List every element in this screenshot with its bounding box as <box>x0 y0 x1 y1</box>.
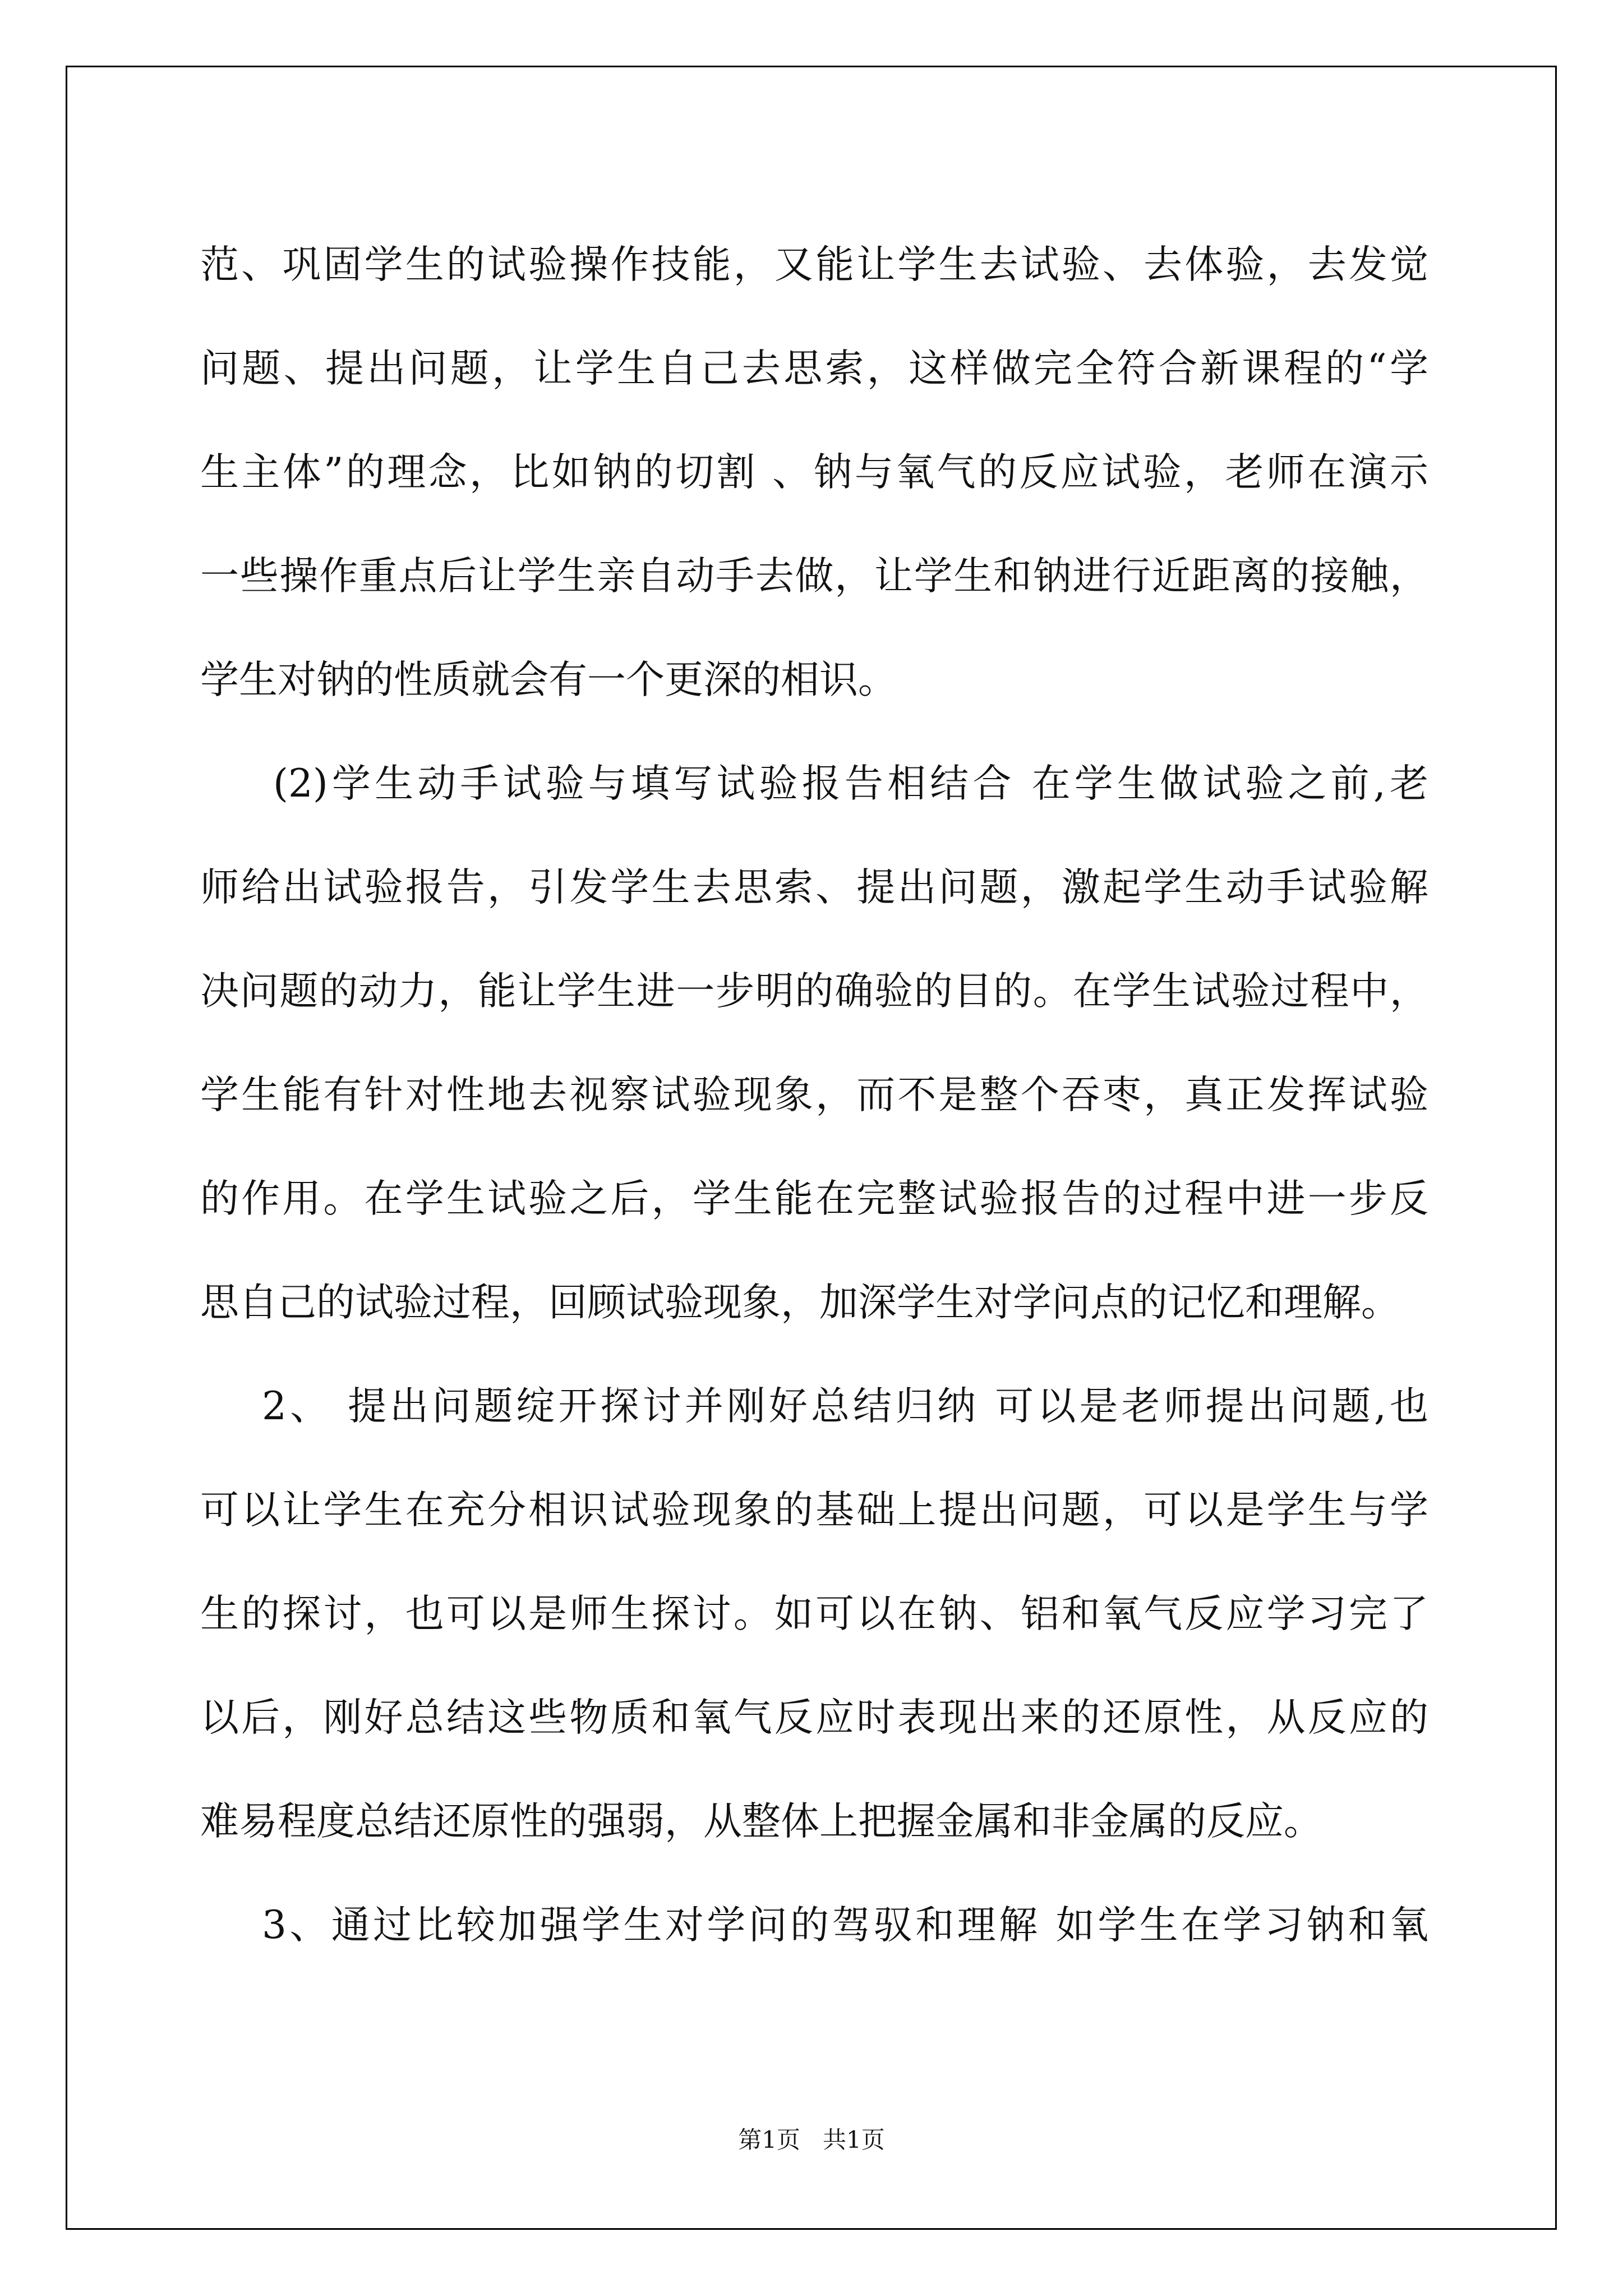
text-line: 一些操作重点后让学生亲自动手去做，让学生和钠进行近距离的接触， <box>200 554 1428 599</box>
text-line: 难易程度总结还原性的强弱，从整体上把握金属和非金属的反应。 <box>200 1799 1322 1844</box>
text-line: 生主体”的理念，比如钠的切割 、钠与氧气的反应试验，老师在演示 <box>200 450 1428 495</box>
text-line: 范、巩固学生的试验操作技能，又能让学生去试验、去体验，去发觉 <box>200 242 1428 287</box>
text-line: 思自己的试验过程，回顾试验现象，加深学生对学问点的记忆和理解。 <box>200 1280 1400 1325</box>
text-line: (2)学生动手试验与填写试验报告相结合 在学生做试验之前,老 <box>273 761 1428 806</box>
text-line: 师给出试验报告，引发学生去思索、提出问题，激起学生动手试验解 <box>200 865 1428 910</box>
page-number: 第1页 共1页 <box>738 2126 885 2154</box>
text-line: 决问题的动力，能让学生进一步明的确验的目的。在学生试验过程中， <box>200 969 1428 1014</box>
text-line: 学生对钠的性质就会有一个更深的相识。 <box>200 657 897 702</box>
text-line: 问题、提出问题，让学生自己去思索，这样做完全符合新课程的“学 <box>200 346 1428 391</box>
text-line: 3、通过比较加强学生对学问的驾驭和理解 如学生在学习钠和氧 <box>262 1903 1428 1948</box>
text-line: 以后，刚好总结这些物质和氧气反应时表现出来的还原性，从反应的 <box>200 1695 1428 1740</box>
text-line: 2、 提出问题绽开探讨并刚好总结归纳 可以是老师提出问题,也 <box>262 1384 1428 1429</box>
text-line: 学生能有针对性地去视察试验现象，而不是整个吞枣，真正发挥试验 <box>200 1073 1428 1117</box>
text-line: 的作用。在学生试验之后，学生能在完整试验报告的过程中进一步反 <box>200 1176 1428 1221</box>
text-line: 生的探讨，也可以是师生探讨。如可以在钠、铝和氧气反应学习完了 <box>200 1591 1428 1636</box>
document-body <box>200 213 1428 1977</box>
text-line: 可以让学生在充分相识试验现象的基础上提出问题，可以是学生与学 <box>200 1488 1428 1533</box>
